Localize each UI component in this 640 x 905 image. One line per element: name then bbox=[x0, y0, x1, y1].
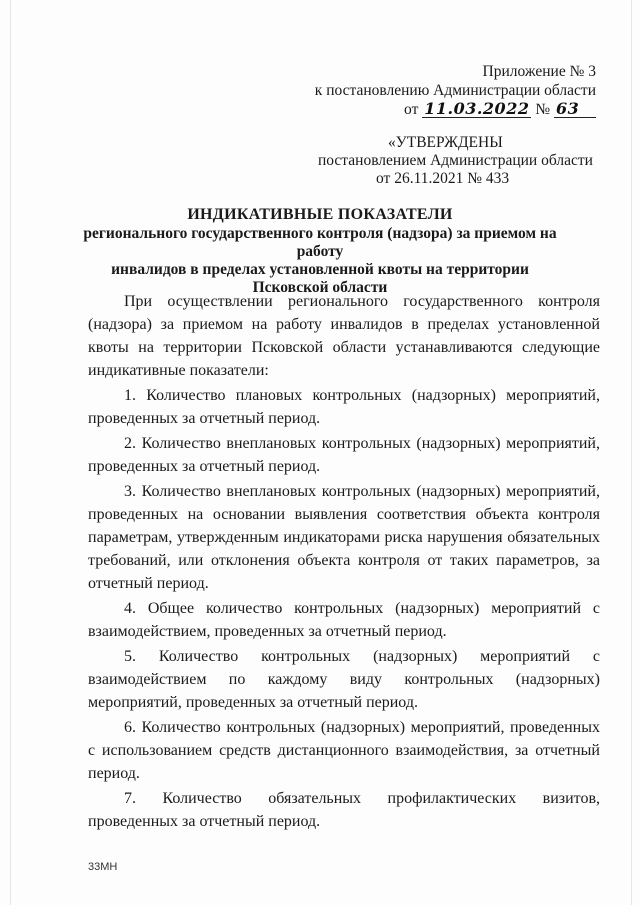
handwritten-number: 63 bbox=[554, 101, 596, 118]
title-heading: ИНДИКАТИВНЫЕ ПОКАЗАТЕЛИ bbox=[187, 206, 453, 223]
approval-stamp-text bbox=[318, 134, 598, 188]
approved-by: постановлением Администрации области bbox=[318, 152, 593, 169]
scan-right-edge bbox=[631, 0, 632, 905]
approved-heading: «УТВЕРЖДЕНЫ bbox=[388, 134, 503, 151]
indicator-item-6: 6. Количество контрольных (надзорных) мероприятий, проведенных с использованием средств дистанционного взаимодействия, за отчетный период. bbox=[88, 719, 600, 782]
title-line-2: регионального государственного контроля (надзора) за приемом на работу bbox=[83, 225, 557, 260]
indicator-item-3: 3. Количество внеплановых контрольных (надзорных) мероприятий, проведенных на основании выявления соответствия объекта контроля параметрам, утвержденным индикаторами риска нарушения обязательных требований, или отклонения объекта контроля от таких параметров, за отчетный период. bbox=[88, 483, 600, 592]
indicator-item-1: 1. Количество плановых контрольных (надзорных) мероприятий, проведенных за отчетный период. bbox=[88, 387, 600, 427]
indicator-item-7: 7. Количество обязательных профилактических визитов, проведенных за отчетный период. bbox=[88, 790, 600, 830]
title-line-3: инвалидов в пределах установленной квоты на территории bbox=[111, 261, 529, 278]
appendix-from-label: от bbox=[404, 101, 419, 118]
title-line-4: Псковской области bbox=[252, 279, 388, 296]
footer-code: 33МН bbox=[88, 861, 118, 873]
scan-left-edge bbox=[10, 0, 11, 905]
appendix-number: Приложение № 3 bbox=[482, 63, 596, 80]
indicator-item-2: 2. Количество внеплановых контрольных (надзорных) мероприятий, проведенных за отчетный период. bbox=[88, 435, 600, 475]
indicator-item-4: 4. Общее количество контрольных (надзорных) мероприятий с взаимодействием, проведенных за отчетный период. bbox=[88, 600, 600, 640]
indicator-item-5: 5. Количество контрольных (надзорных) мероприятий с взаимодействием по каждому виду контрольных (надзорных) мероприятий, проведенных за отчетный период. bbox=[88, 648, 600, 711]
appendix-reference: к постановлению Администрации области bbox=[314, 82, 596, 99]
appendix-header bbox=[296, 62, 596, 119]
handwritten-date: 11.03.2022 bbox=[424, 99, 530, 118]
appendix-date-line bbox=[296, 100, 596, 119]
number-sign: № bbox=[535, 101, 551, 118]
approved-date: от 26.11.2021 № 433 bbox=[376, 170, 510, 187]
document-title bbox=[80, 206, 560, 297]
document-body bbox=[88, 290, 600, 833]
intro-paragraph: При осуществлении регионального государственного контроля (надзора) за приемом на работу инвалидов в пределах установленной квоты на территории Псковской области устанавливаются следующие индикативные показатели: bbox=[88, 293, 600, 379]
